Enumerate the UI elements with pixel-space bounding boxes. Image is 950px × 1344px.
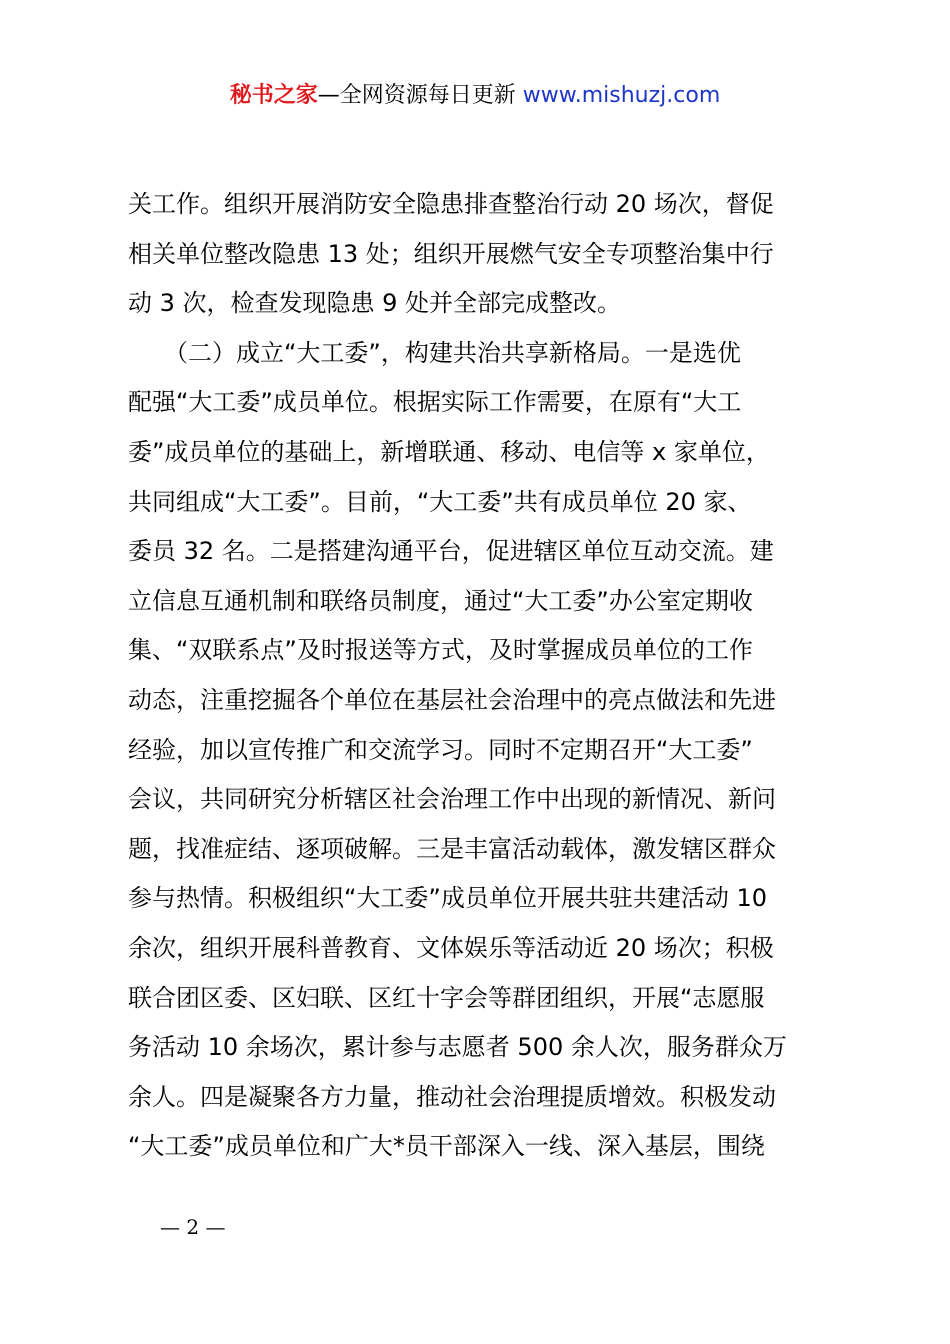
body-line: 集、“双联系点”及时报送等方式，及时掌握成员单位的工作 xyxy=(128,636,753,665)
body-line: （二）成立“大工委”，构建共治共享新格局。一是选优 xyxy=(128,338,741,367)
body-line: 务活动 10 余场次，累计参与志愿者 500 余人次，服务群众万 xyxy=(128,1033,787,1062)
body-line: 关工作。组织开展消防安全隐患排查整治行动 20 场次，督促 xyxy=(128,190,774,218)
body-line: 联合团区委、区妇联、区红十字会等群团组织，开展“志愿服 xyxy=(128,983,765,1012)
body-line: 动态，注重挖掘各个单位在基层社会治理中的亮点做法和先进 xyxy=(128,685,776,714)
page-number: — 2 — xyxy=(160,1215,226,1239)
body-line: 配强“大工委”成员单位。根据实际工作需要，在原有“大工 xyxy=(128,388,742,417)
body-line: 立信息互通机制和联络员制度，通过“大工委”办公室定期收 xyxy=(128,586,753,615)
document-body xyxy=(128,180,848,1172)
body-line: 相关单位整改隐患 13 处；组织开展燃气安全专项整治集中行 xyxy=(128,239,774,268)
body-line: 参与热情。积极组织“大工委”成员单位开展共驻共建活动 10 xyxy=(128,884,768,913)
site-banner xyxy=(0,80,950,112)
body-line: 会议，共同研究分析辖区社会治理工作中出现的新情况、新问 xyxy=(128,785,776,814)
body-line: 余次，组织开展科普教育、文体娱乐等活动近 20 场次；积极 xyxy=(128,933,774,962)
site-url-link[interactable]: www.mishuzj.com xyxy=(522,83,721,108)
body-line: 动 3 次，检查发现隐患 9 处并全部完成整改。 xyxy=(128,289,622,318)
site-brand: 秘书之家 xyxy=(229,83,318,108)
body-line: 经验，加以宣传推广和交流学习。同时不定期召开“大工委” xyxy=(128,735,753,764)
body-line: 题，找准症结、逐项破解。三是丰富活动载体，激发辖区群众 xyxy=(128,834,776,863)
body-line: 委”成员单位的基础上，新增联通、移动、电信等 x 家单位， xyxy=(128,437,770,466)
body-line: 共同组成“大工委”。目前，“大工委”共有成员单位 20 家、 xyxy=(128,487,752,516)
body-line: 余人。四是凝聚各方力量，推动社会治理提质增效。积极发动 xyxy=(128,1082,776,1111)
body-line: 委员 32 名。二是搭建沟通平台，促进辖区单位互动交流。建 xyxy=(128,537,774,566)
site-tagline: —全网资源每日更新 xyxy=(317,83,516,108)
body-line: “大工委”成员单位和广大*员干部深入一线、深入基层，围绕 xyxy=(128,1132,765,1161)
